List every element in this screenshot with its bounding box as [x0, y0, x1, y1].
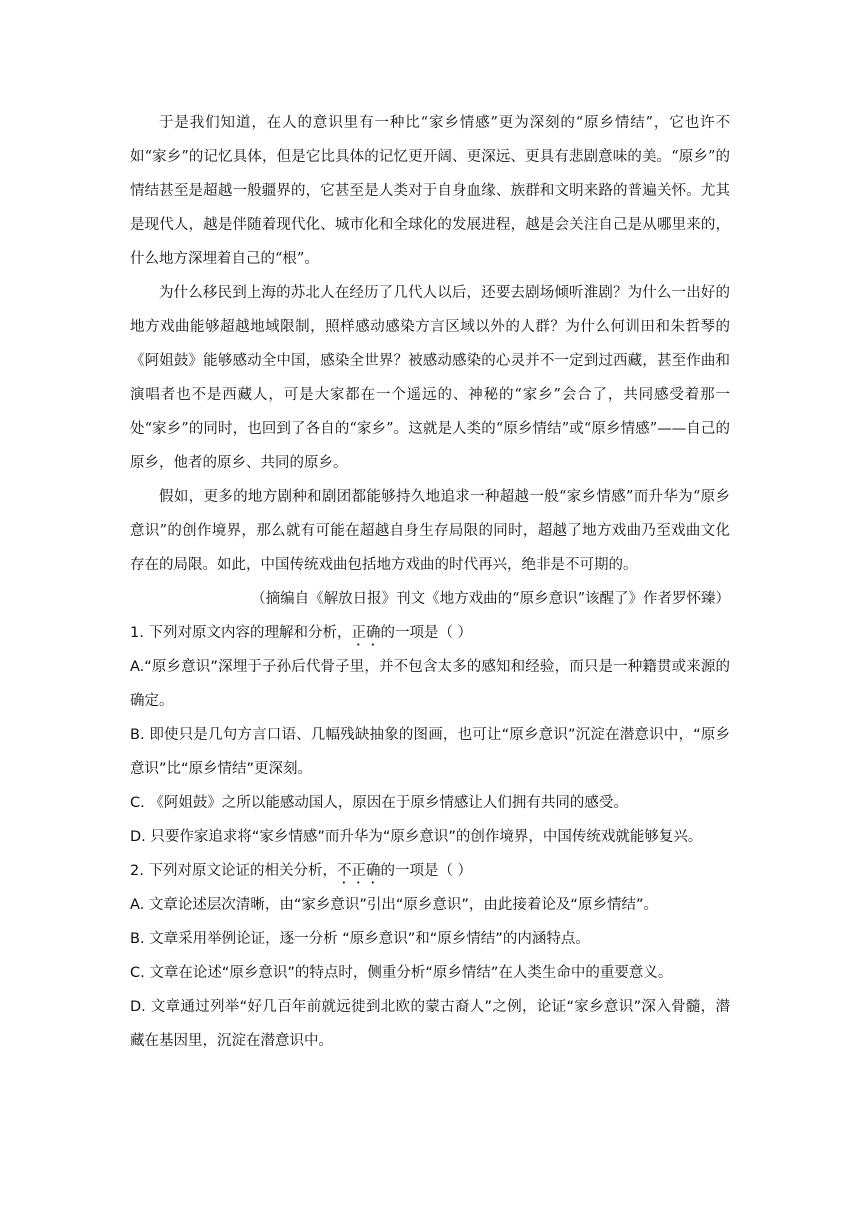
question-2-stem-after: 的一项是（ ）	[380, 863, 473, 879]
question-1-option-b: B. 即使只是几句方言口语、几幅残缺抽象的图画，也可让“原乡意识”沉淀在潜意识中，“原乡意识”比“原乡情结”更深刻。	[130, 727, 730, 777]
passage-source: （摘编自《解放日报》刊文《地方戏曲的“原乡意识”该醒了》作者罗怀臻）	[251, 591, 730, 607]
passage-paragraph-1: 于是我们知道，在人的意识里有一种比“家乡情感”更为深刻的“原乡情结”，它也许不如“家乡”的记忆具体，但是它比具体的记忆更开阔、更深远、更具有悲剧意味的美。“原乡”的情结甚至是超越一般疆界的，它甚至是人类对于自身血缘、族群和文明来路的普遍关怀。尤其是现代人，越是伴随着现代化、城市化和全球化的发展进程，越是会关注自己是从哪里来的，什么地方深埋着自己的“根”。	[130, 115, 730, 267]
question-1-option-d: D. 只要作家追求将“家乡情感”而升华为“原乡意识”的创作境界，中国传统戏就能够复兴。	[130, 829, 703, 845]
question-2-emphasis: 不正确	[336, 863, 381, 879]
passage-paragraph-2: 为什么移民到上海的苏北人在经历了几代人以后，还要去剧场倾听淮剧？为什么一出好的地方戏曲能够超越地域限制，照样感动感染方言区域以外的人群？为什么何训田和朱哲琴的《阿姐鼓》能够感动全中国，感染全世界？被感动感染的心灵并不一定到过西藏，甚至作曲和演唱者也不是西藏人，可是大家都在一个遥远的、神秘的“家乡”会合了，共同感受着那一处“家乡”的同时，也回到了各自的“家乡”。这就是人类的“原乡情结”或“原乡情感”——自己的原乡，他者的原乡、共同的原乡。	[130, 285, 730, 471]
question-1-option-a: A.“原乡意识”深埋于子孙后代骨子里，并不包含太多的感知和经验，而只是一种籍贯或来源的确定。	[130, 659, 730, 709]
question-2-stem	[130, 854, 730, 888]
document-content	[130, 106, 730, 1058]
question-2-stem-before: 2. 下列对原文论证的相关分析，	[130, 863, 337, 879]
question-1-stem-before: 1. 下列对原文内容的理解和分析，	[130, 625, 352, 641]
question-2-option-d: D. 文章通过列举“好几百年前就远徙到北欧的蒙古裔人”之例，论证“家乡意识”深入骨髓，潜藏在基因里，沉淀在潜意识中。	[130, 999, 730, 1049]
question-2-option-a: A. 文章论述层次清晰，由“家乡意识”引出“原乡意识”，由此接着论及“原乡情结”。	[130, 897, 658, 913]
question-1-option-c: C. 《阿姐鼓》之所以能感动国人，原因在于原乡情感让人们拥有共同的感受。	[130, 795, 628, 811]
passage-paragraph-3: 假如，更多的地方剧种和剧团都能够持久地追求一种超越一般“家乡情感”而升华为“原乡意识”的创作境界，那么就有可能在超越自身生存局限的同时，超越了地方戏曲乃至戏曲文化存在的局限。如此，中国传统戏曲包括地方戏曲的时代再兴，绝非是不可期的。	[130, 489, 730, 573]
question-1-emphasis: 正确	[351, 625, 381, 641]
question-2-option-c: C. 文章在论述“原乡意识”的特点时，侧重分析“原乡情结”在人类生命中的重要意义。	[130, 965, 673, 981]
question-1-stem-after: 的一项是（ ）	[380, 625, 473, 641]
question-2-option-b: B. 文章采用举例论证，逐一分析 “原乡意识”和“原乡情结”的内涵特点。	[130, 931, 590, 947]
question-1-stem	[130, 616, 730, 650]
